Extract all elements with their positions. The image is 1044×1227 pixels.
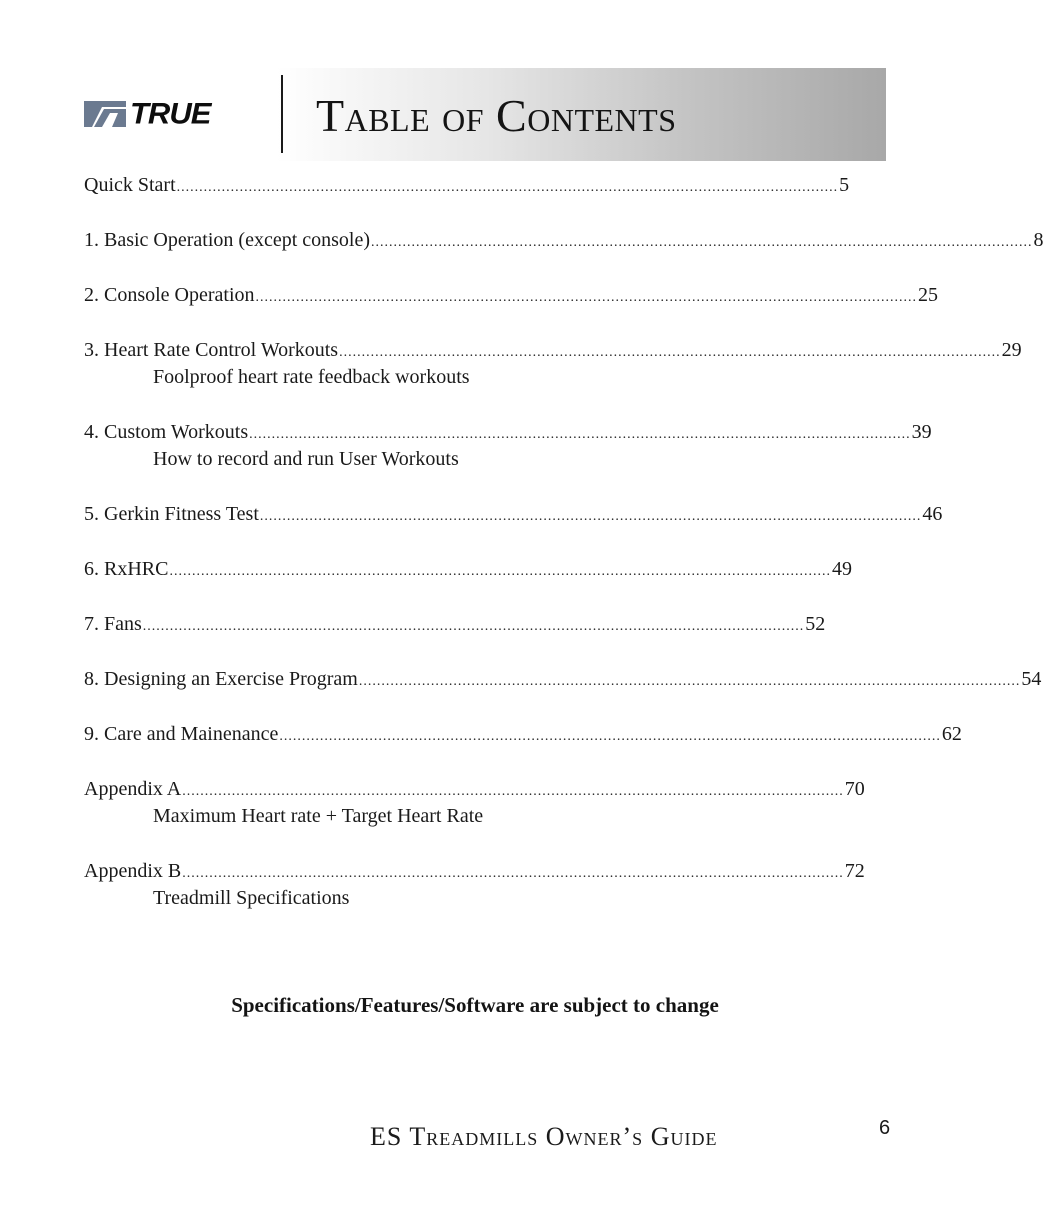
toc-entry-description: Foolproof heart rate feedback workouts [153,366,470,388]
toc-entry[interactable] [84,665,1042,693]
toc-entry[interactable] [84,418,932,473]
toc-entry[interactable] [84,555,852,583]
toc-leader-dots: ................................................................................................................................................... [371,235,1033,250]
toc-leader-dots: ................................................................................................................................................... [255,290,918,305]
toc-entry[interactable] [84,226,1044,254]
toc-entry[interactable] [84,336,1022,391]
toc-entry[interactable] [84,610,826,638]
toc-entry-label: 2. Console Operation [84,284,255,306]
toc-entry[interactable] [84,281,939,309]
true-logo [84,96,211,131]
toc-entry-description: Maximum Heart rate + Target Heart Rate [153,805,484,827]
toc-entry-label: 4. Custom Workouts [84,421,249,443]
toc-entry-label: 7. Fans [84,613,142,635]
toc-leader-dots: ................................................................................................................................................... [339,345,1001,360]
toc-entry[interactable] [84,775,865,830]
toc-entry[interactable] [84,500,943,528]
toc-entry-label: 6. RxHRC [84,558,169,580]
toc-entry-label: Quick Start [84,174,176,196]
toc-entry-page: 54 [1021,668,1042,690]
toc-leader-dots: ................................................................................................................................................... [142,619,805,634]
toc-leader-dots: ................................................................................................................................................... [279,729,941,744]
toc-entry-label: Appendix A [84,778,182,800]
logo-text: TRUE [130,96,211,131]
toc-entry-page: 52 [805,613,826,635]
toc-entry-description: How to record and run User Workouts [153,448,459,470]
toc-entry-label: 8. Designing an Exercise Program [84,668,358,690]
toc-entry-page: 39 [911,421,932,443]
toc-entry-label: 9. Care and Mainenance [84,723,279,745]
toc-leader-dots: ................................................................................................................................................... [169,564,831,579]
toc-leader-dots: ................................................................................................................................................... [358,674,1021,689]
toc-leader-dots: ................................................................................................................................................... [259,509,922,524]
toc-entry-label: 5. Gerkin Fitness Test [84,503,259,525]
toc-leader-dots: ................................................................................................................................................... [249,427,911,442]
toc-leader-dots: ................................................................................................................................................... [182,784,844,799]
header-divider [281,75,283,153]
toc-entry-page: 29 [1001,339,1022,361]
toc-entry-label: Appendix B [84,860,182,882]
toc-entry[interactable] [84,857,865,912]
page-title: Table of Contents [316,90,677,141]
logo-mark-icon [84,101,126,127]
notice-text: Specifications/Features/Software are subject to change [231,993,719,1017]
toc-entry-label: 3. Heart Rate Control Workouts [84,339,339,361]
specifications-notice [0,993,954,1018]
footer-guide-title: ES Treadmills Owner’s Guide [370,1122,718,1151]
toc-entry-description: Treadmill Specifications [153,887,350,909]
toc-entry-page: 49 [831,558,852,580]
page-number: 6 [879,1117,891,1139]
toc-entry-page: 72 [844,860,865,882]
toc-entry-page: 5 [839,174,850,196]
toc-entry[interactable] [84,171,850,199]
toc-entry-page: 70 [844,778,865,800]
toc-entry-page: 62 [941,723,962,745]
toc-entry[interactable] [84,720,962,748]
toc-leader-dots: ................................................................................................................................................... [176,180,839,195]
toc-entry-page: 46 [922,503,943,525]
toc-entry-page: 25 [918,284,939,306]
toc-entry-label: 1. Basic Operation (except console) [84,229,371,251]
toc-leader-dots: ................................................................................................................................................... [182,866,844,881]
toc-entry-page: 8 [1033,229,1044,251]
